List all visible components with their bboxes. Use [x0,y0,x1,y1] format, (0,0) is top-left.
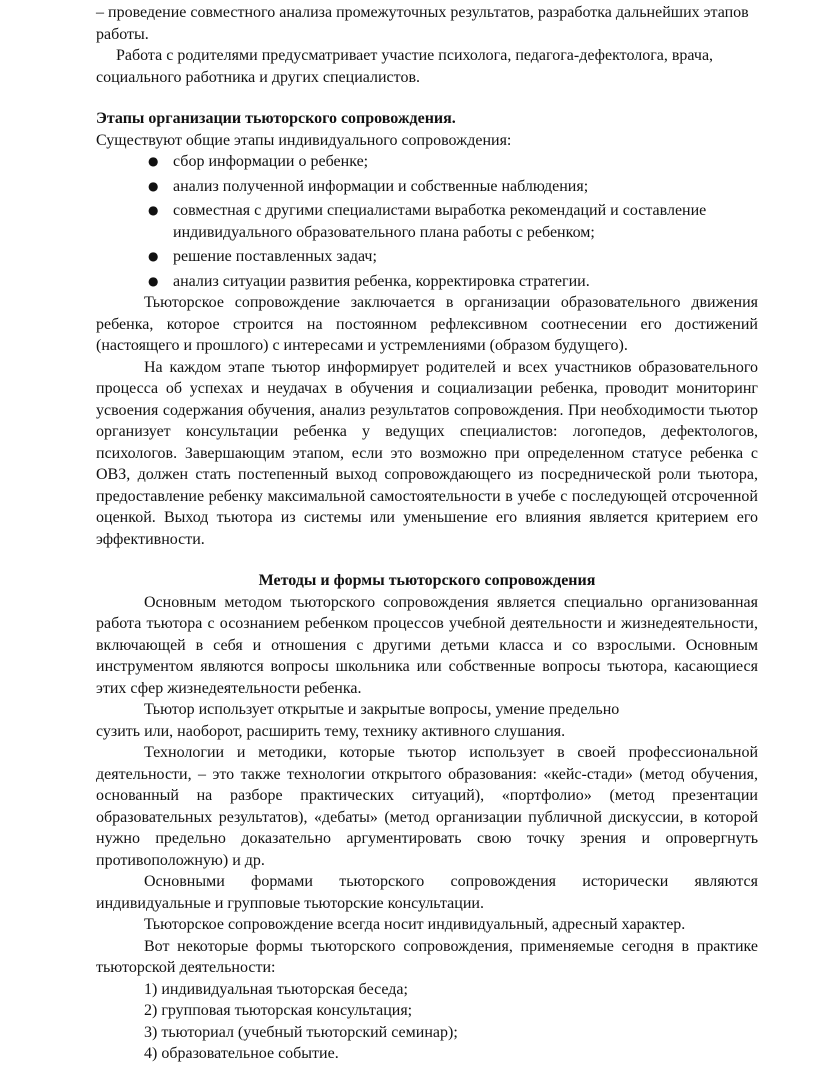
methods-paragraph-1: Основным методом тьюторского сопровождения является специально организованная работа тьютора с осознанием ребенком процессов учебной деятельности и жизнедеятельности, включающей в себя и отношения с другими детьми класса и со взрослыми. Основным инструментом являются вопросы школьника или собственные вопросы тьютора, касающиеся этих сфер жизнедеятельности ребенка. [96,593,758,697]
list-item [148,176,758,198]
methods-paragraph-3: Технологии и методики, которые тьютор использует в своей профессиональной деятельности, – это также технологии открытого образования: «кейс-стади» (метод обучения, основанный на разборе практических ситуаций), «портфолио» (метод презентации образовательных результатов), «дебаты» (метод организации публичной дискуссии, в которой нужно предельно доказательно аргументировать свою точку зрения и опровергнуть противоположную) и др. [96,744,758,869]
list-item: 3) тьюториал (учебный тьюторский семинар); [144,1023,458,1041]
stages-list [96,151,758,292]
bullet-icon: ● [148,178,159,193]
methods-heading: Методы и формы тьюторского сопровождения [258,572,596,589]
stages-heading: Этапы организации тьюторского сопровождения. [96,110,456,127]
bullet-icon: ● [148,249,159,263]
stages-paragraph-2: На каждом этапе тьютор информирует родителей и всех участников образовательного процесса об успехах и неудачах в обучения и социализации ребенка, проводит мониторинг усвоения содержания обучения, анализ результатов сопровождения. При необходимости тьютор организует консультации ребенка у ведущих специалистов: логопедов, дефектологов, психологов. Завершающим этапом, если это возможно при определенном статусе ребенка с ОВЗ, должен стать постепенный выход сопровождающего из посреднической роли тьютора, предоставление ребенку максимальной самостоятельности в учебе с последующей отсроченной оценкой. Выход тьютора из системы или уменьшение его влияния является критерием его эффективности. [96,358,758,548]
list-item [148,246,758,268]
stages-lead: Существуют общие этапы индивидуального сопровождения: [96,131,512,149]
list-item-text: сбор информации о ребенке; [173,153,369,170]
stages-paragraph-1: Тьюторское сопровождение заключается в организации образовательного движения ребенка, которое строится на постоянном рефлексивном соотнесении его достижений (настоящего и прошлого) с интересами и устремлениями (образом будущего). [96,294,758,354]
list-item [148,271,758,293]
methods-paragraph-2-line-2: сузить или, наоборот, расширить тему, технику активного слушания. [96,722,566,740]
list-item [148,200,758,243]
methods-paragraph-4: Основными формами тьюторского сопровождения исторически являются индивидуальные и групповые тьюторские консультации. [96,873,758,912]
list-item-text: анализ ситуации развития ребенка, корректировка стратегии. [173,272,590,290]
dash-item: – проведение совместного анализа промежуточных результатов, разработка дальнейших этапов работы. [96,4,749,43]
list-item: 4) образовательное событие. [144,1045,339,1062]
methods-paragraph-5: Тьюторское сопровождение всегда носит индивидуальный, адресный характер. [144,916,686,933]
list-item: 1) индивидуальная тьюторская беседа; [144,980,408,998]
bullet-icon: ● [148,273,159,288]
methods-paragraph-6: Вот некоторые формы тьюторского сопровождения, применяемые сегодня в практике тьюторской деятельности: [96,937,758,976]
bullet-icon: ● [148,154,159,168]
list-item-text: решение поставленных задач; [173,248,377,265]
list-item: 2) групповая тьюторская консультация; [144,1002,413,1019]
bullet-icon: ● [148,203,159,217]
spacer [96,550,758,570]
methods-paragraph-2-line-1: Тьютор использует открытые и закрытые вопросы, умение предельно [144,701,620,718]
list-item [148,151,758,173]
spacer [96,88,758,108]
forms-list [96,979,758,1065]
list-item-text: анализ полученной информации и собственные наблюдения; [173,177,589,195]
parents-paragraph: Работа с родителями предусматривает участие психолога, педагога-дефектолога, врача, социального работника и других специалистов. [96,47,714,86]
list-item-text: совместная с другими специалистами выработка рекомендаций и составление индивидуального образовательного плана работы с ребенком; [173,202,707,241]
